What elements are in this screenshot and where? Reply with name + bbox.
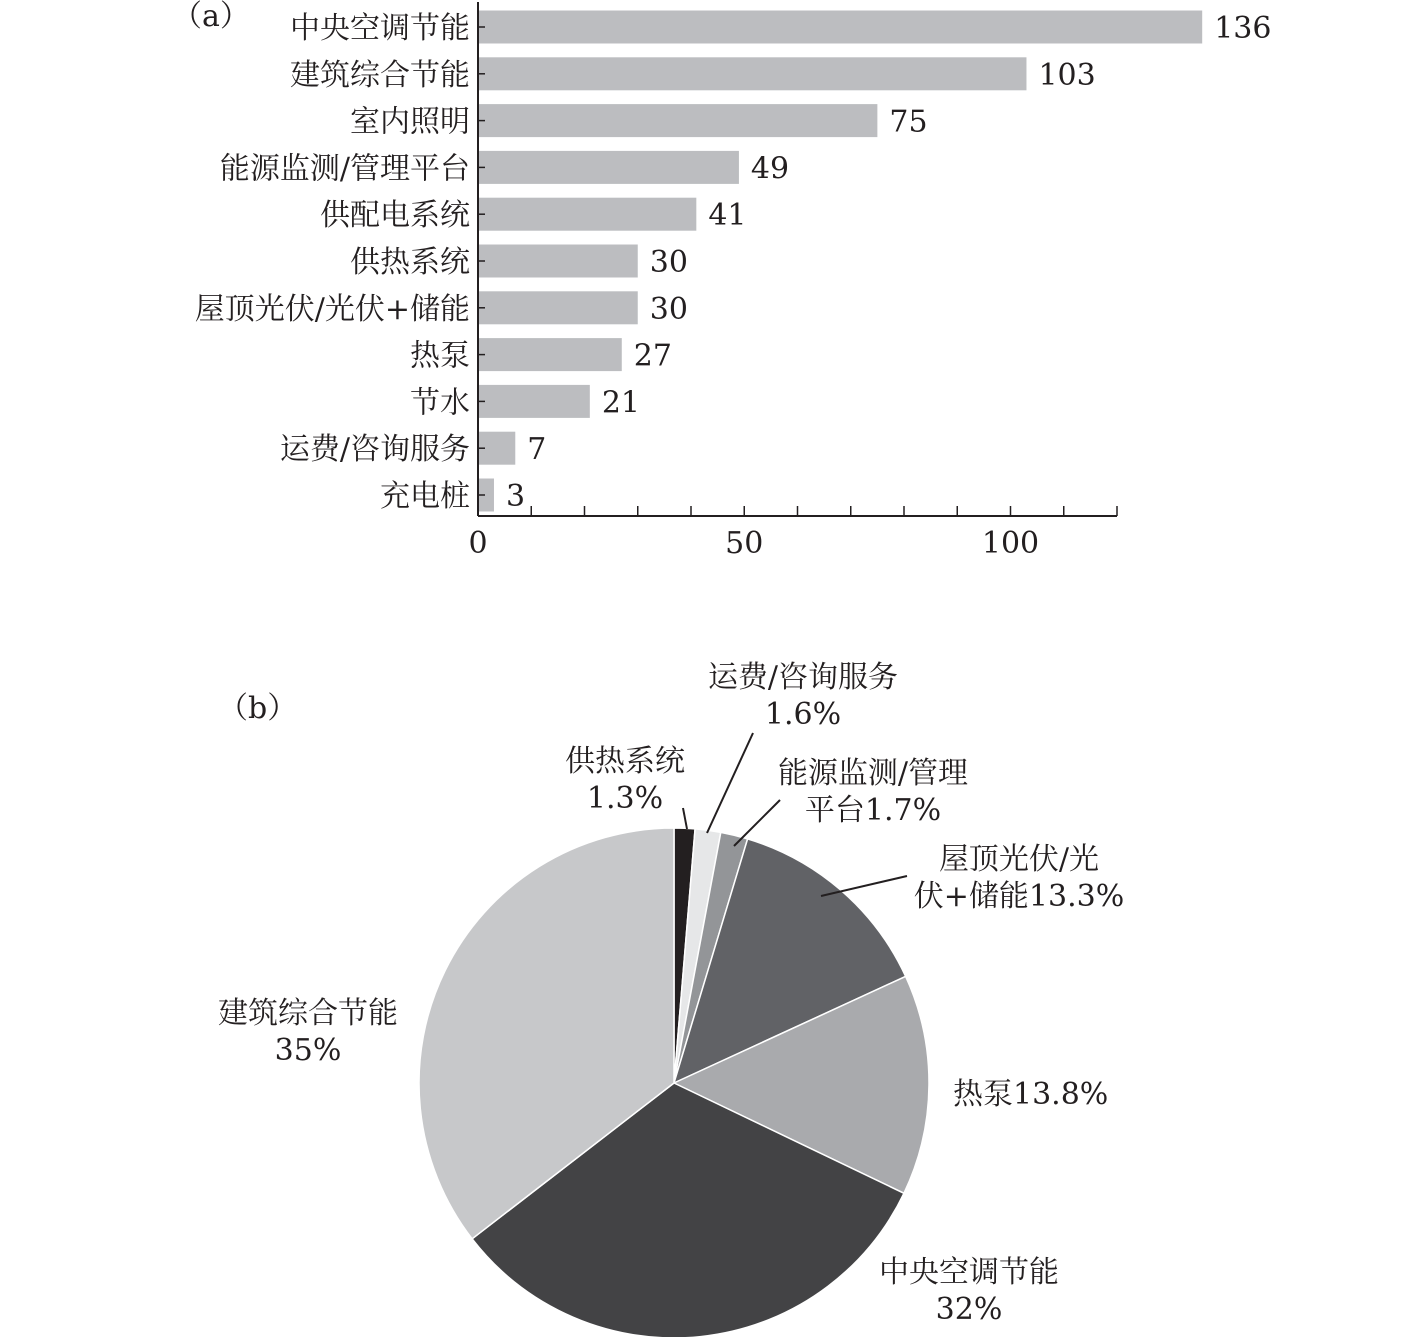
slice-label: 中央空调节能 bbox=[879, 1255, 1059, 1290]
slice-label: 35% bbox=[274, 1033, 342, 1068]
bar bbox=[478, 338, 622, 371]
x-tick-label: 50 bbox=[725, 526, 764, 561]
slice-label: 建筑综合节能 bbox=[218, 996, 398, 1031]
data-label: 30 bbox=[649, 291, 688, 327]
bar bbox=[478, 198, 696, 231]
slice-label: 屋顶光伏/光 bbox=[938, 842, 1100, 877]
pie-panel-label: （b） bbox=[218, 691, 298, 726]
bar bbox=[478, 291, 638, 324]
category-label: 供配电系统 bbox=[320, 198, 470, 234]
x-tick-label: 0 bbox=[468, 526, 488, 561]
slice-label: 平台1.7% bbox=[804, 793, 942, 828]
bar-panel-label: （a） bbox=[172, 0, 250, 34]
slice-label: 1.3% bbox=[586, 781, 664, 816]
slice-label: 热泵13.8% bbox=[953, 1077, 1109, 1112]
category-label: 节水 bbox=[410, 385, 470, 421]
leader-line bbox=[683, 808, 687, 829]
bars bbox=[195, 11, 1272, 515]
bar bbox=[478, 57, 1026, 90]
bar bbox=[478, 11, 1202, 44]
category-label: 充电桩 bbox=[380, 479, 470, 514]
data-label: 27 bbox=[633, 338, 672, 374]
category-label: 热泵 bbox=[410, 338, 470, 374]
category-label: 能源监测/管理平台 bbox=[219, 151, 470, 187]
pie-slices bbox=[419, 828, 929, 1337]
x-tick-label: 100 bbox=[981, 526, 1040, 561]
category-label: 屋顶光伏/光伏+储能 bbox=[194, 291, 470, 327]
data-label: 3 bbox=[505, 479, 526, 514]
bar bbox=[478, 385, 590, 418]
slice-label: 运费/咨询服务 bbox=[707, 660, 899, 695]
slice-label: 能源监测/管理 bbox=[777, 756, 969, 791]
data-label: 41 bbox=[708, 198, 747, 234]
category-label: 室内照明 bbox=[350, 104, 470, 140]
pie-chart-panel bbox=[218, 660, 1124, 1337]
data-label: 75 bbox=[889, 104, 928, 140]
bar bbox=[478, 151, 739, 184]
leader-line bbox=[707, 733, 753, 833]
bar-chart-panel bbox=[172, 0, 1271, 561]
category-label: 供热系统 bbox=[350, 245, 470, 280]
data-label: 49 bbox=[750, 151, 790, 187]
leader-line bbox=[734, 800, 780, 846]
category-label: 中央空调节能 bbox=[290, 11, 470, 46]
data-label: 30 bbox=[649, 245, 688, 280]
slice-label: 1.6% bbox=[764, 697, 842, 732]
data-label: 136 bbox=[1214, 11, 1272, 46]
bar bbox=[478, 245, 638, 278]
slice-label: 32% bbox=[935, 1292, 1003, 1327]
data-label: 21 bbox=[601, 385, 641, 421]
category-label: 建筑综合节能 bbox=[290, 57, 470, 93]
slice-label: 供热系统 bbox=[565, 744, 685, 779]
data-label: 103 bbox=[1038, 57, 1096, 93]
bar bbox=[478, 104, 877, 137]
data-label: 7 bbox=[527, 432, 547, 468]
slice-label: 伏+储能13.3% bbox=[913, 879, 1125, 914]
category-label: 运费/咨询服务 bbox=[279, 432, 470, 468]
